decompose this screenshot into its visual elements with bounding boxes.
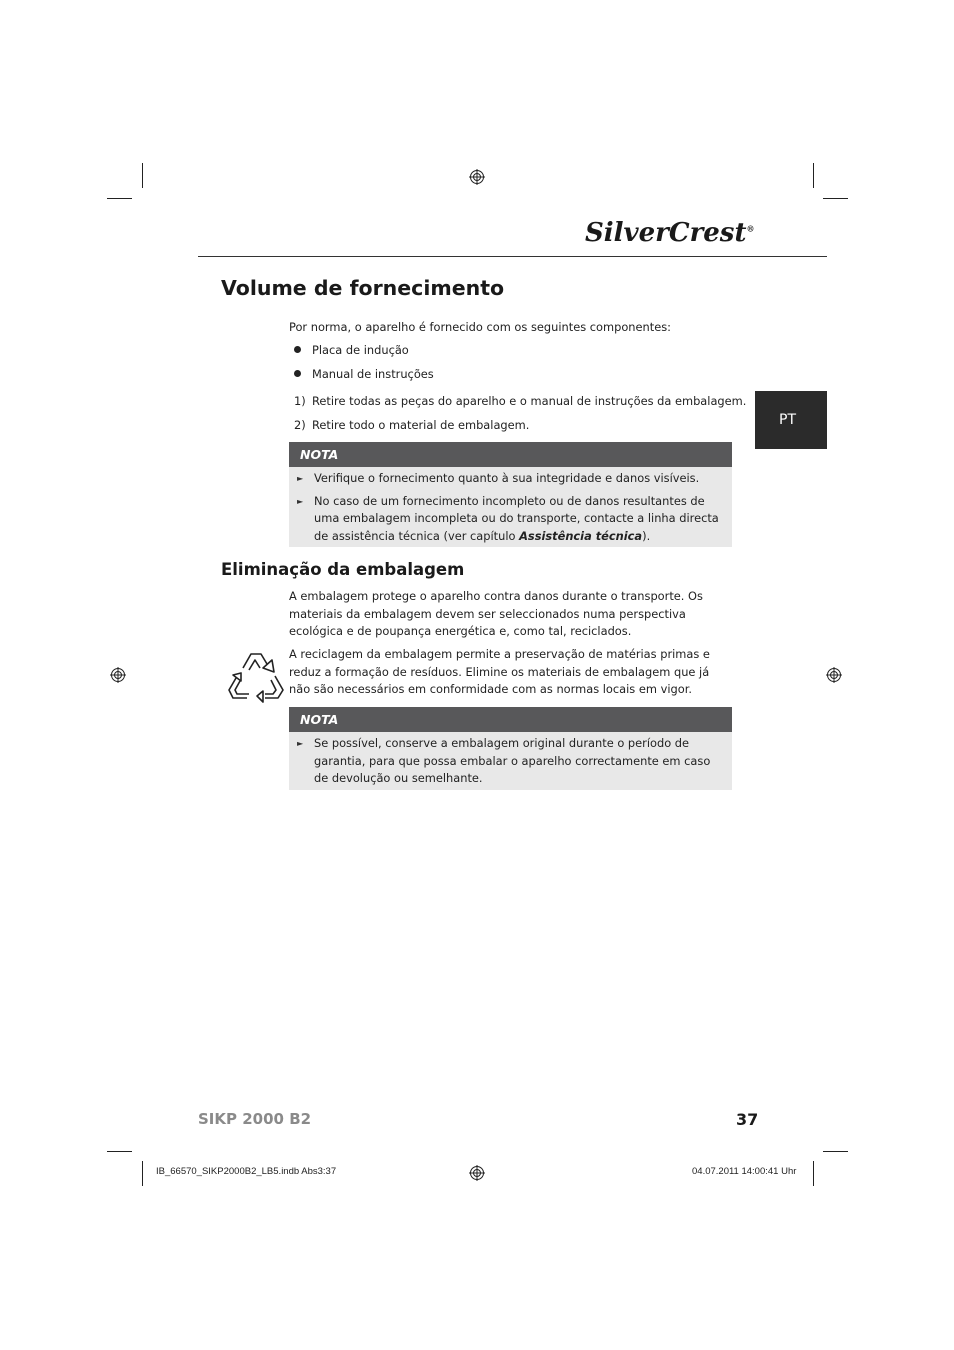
step-item: 1) Retire todas as peças do aparelho e o manual de instruções da embalagem.: [294, 394, 747, 408]
section-title-delivery: Volume de fornecimento: [221, 276, 505, 300]
arrow-right-icon: ►: [297, 739, 304, 748]
crop-mark: [823, 1151, 848, 1152]
registration-mark-icon: [469, 1165, 485, 1181]
note-label: NOTA: [289, 442, 732, 467]
bullet-icon: [294, 370, 301, 377]
list-item: Placa de indução: [294, 343, 409, 357]
registration-mark-icon: [110, 667, 126, 683]
crop-mark: [823, 198, 848, 199]
arrow-right-icon: ►: [297, 496, 304, 506]
note-label: NOTA: [289, 707, 732, 732]
crop-mark: [813, 1161, 814, 1186]
note-item: ► Se possível, conserve a embalagem original durante o período de garantia, para que possa embalar o aparelho correctamente em caso de devolução ou semelhante.: [297, 736, 711, 785]
arrow-right-icon: ►: [297, 474, 304, 483]
footer-model: SIKP 2000 B2: [198, 1110, 312, 1128]
language-tab: PT: [755, 391, 827, 449]
print-slug-file: IB_66570_SIKP2000B2_LB5.indb Abs3:37: [156, 1166, 337, 1177]
note-item: ► Verifique o fornecimento quanto à sua integridade e danos visíveis.: [289, 470, 732, 488]
note-item: ► No caso de um fornecimento incompleto ou de danos resultantes de uma embalagem incompleta ou do transporte, contacte a linha directa de assistência técnica (ver capítulo Assistência técnica).: [297, 493, 719, 543]
crop-mark: [107, 198, 132, 199]
crop-mark: [142, 163, 143, 188]
recycling-paragraph: A reciclagem da embalagem permite a preservação de matérias primas e reduz a formação de resíduos. Elimine os materiais de embalagem que já não são necessários em conformidade com as normas locais em vigor.: [289, 647, 710, 696]
crop-mark: [813, 163, 814, 188]
recycle-icon: [227, 648, 285, 704]
registration-mark-icon: [826, 667, 842, 683]
step-item: 2) Retire todo o material de embalagem.: [294, 418, 530, 432]
section-title-disposal: Eliminação da embalagem: [221, 560, 465, 579]
registration-mark-icon: [469, 169, 485, 185]
note-box: [289, 442, 732, 547]
crop-mark: [107, 1151, 132, 1152]
chapter-reference: Assistência técnica: [519, 528, 643, 543]
delivery-intro: Por norma, o aparelho é fornecido com os seguintes componentes:: [289, 320, 671, 334]
page-number: 37: [736, 1110, 759, 1129]
list-item: Manual de instruções: [294, 367, 434, 381]
note-box: [289, 707, 732, 790]
crop-mark: [142, 1161, 143, 1186]
disposal-paragraph: A embalagem protege o aparelho contra danos durante o transporte. Os materiais da embalagem devem ser seleccionados numa perspectiva ecológica e de poupança energética e, como tal, reciclados.: [289, 589, 703, 638]
print-slug-date: 04.07.2011 14:00:41 Uhr: [692, 1166, 797, 1177]
bullet-icon: [294, 346, 301, 353]
brand-logo: SilverCrest®: [585, 218, 755, 248]
header-rule: [198, 256, 827, 257]
